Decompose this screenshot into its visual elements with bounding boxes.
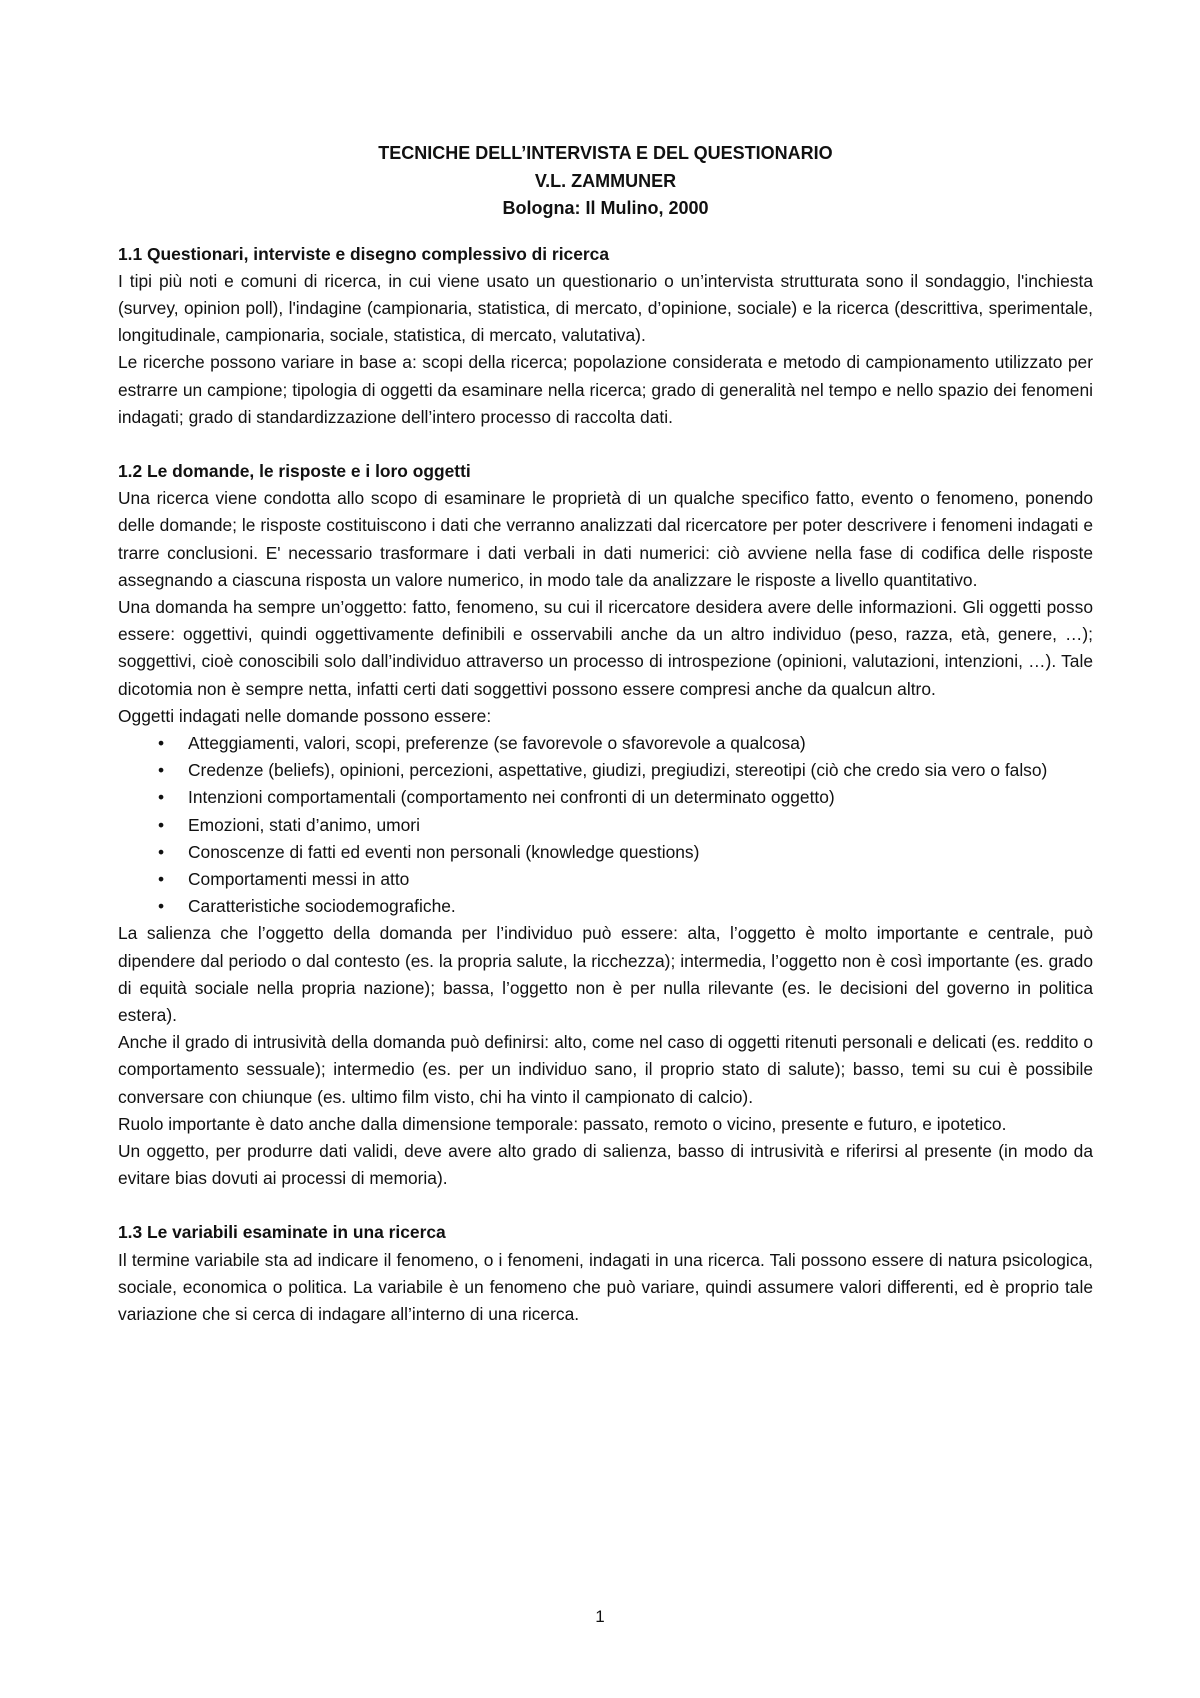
title-line-1: TECNICHE DELL’INTERVISTA E DEL QUESTIONARIO	[378, 143, 833, 163]
section-heading: 1.2 Le domande, le risposte e i loro oggetti	[118, 460, 471, 481]
paragraph: Una ricerca viene condotta allo scopo di esaminare le proprietà di un qualche specifico fatto, evento o fenomeno, ponendo delle domande; le risposte costituiscono i dati che verranno analizzati dal ricercatore per poter descrivere i fenomeni indagati e trarre conclusioni. E' necessario trasformare i dati verbali in dati numerici: ciò avviene nella fase di codifica delle risposte assegnando a ciascuna risposta un valore numerico, in modo tale da analizzare le risposte a livello quantitativo.	[118, 488, 1093, 590]
bullet-icon: •	[158, 787, 165, 808]
list-item	[158, 784, 1093, 811]
document-title	[118, 140, 1093, 223]
page-number: 1	[595, 1607, 605, 1626]
bullet-icon: •	[158, 732, 165, 753]
bullet-icon: •	[158, 896, 165, 917]
list-item-text: Emozioni, stati d’animo, umori	[188, 814, 420, 835]
list-item	[158, 812, 1093, 839]
title-publisher: Bologna: Il Mulino, 2000	[502, 198, 709, 218]
title-author: V.L. ZAMMUNER	[534, 170, 677, 191]
paragraph: Anche il grado di intrusività della domanda può definirsi: alto, come nel caso di oggetti ritenuti personali e delicati (es. reddito o comportamento sessuale); intermedio (es. per un individuo sano, il proprio stato di salute); basso, temi su cui è possibile conversare con chiunque (es. ultimo film visto, chi ha vinto il campionato di calcio).	[118, 1032, 1093, 1107]
paragraph: I tipi più noti e comuni di ricerca, in cui viene usato un questionario o un’intervista strutturata sono il sondaggio, l'inchiesta (survey, opinion poll), l'indagine (campionaria, statistica, di mercato, d’opinione, sociale) e la ricerca (descrittiva, sperimentale, longitudinale, campionaria, sociale, statistica, di mercato, valutativa).	[118, 270, 1093, 346]
list-item-text: Caratteristiche sociodemografiche.	[188, 896, 456, 917]
paragraph: Una domanda ha sempre un’oggetto: fatto, fenomeno, su cui il ricercatore desidera avere delle informazioni. Gli oggetti posso essere: oggettivi, quindi oggettivamente definibili e osservabili anche da un altro individuo (peso, razza, età, genere, …); soggettivi, cioè conoscibili solo dall’individuo attraverso un processo di introspezione (opinioni, valutazioni, intenzioni, …). Tale dicotomia non è sempre netta, infatti certi dati soggettivi possono essere compresi anche da qualcun altro.	[118, 596, 1093, 699]
list-item	[158, 730, 1093, 757]
list-item-text: Credenze (beliefs), opinioni, percezioni, aspettative, giudizi, pregiudizi, stereotipi (ciò che credo sia vero o falso)	[188, 760, 1048, 781]
list-item-text: Atteggiamenti, valori, scopi, preferenze (se favorevole o sfavorevole a qualcosa)	[188, 732, 806, 753]
paragraph: Un oggetto, per produrre dati validi, deve avere alto grado di salienza, basso di intrusività e riferirsi al presente (in modo da evitare bias dovuti ai processi di memoria).	[118, 1141, 1093, 1189]
list-item-text: Intenzioni comportamentali (comportamento nei confronti di un determinato oggetto)	[188, 787, 835, 808]
list-item	[158, 839, 1093, 866]
paragraph: Le ricerche possono variare in base a: scopi della ricerca; popolazione considerata e metodo di campionamento utilizzato per estrarre un campione; tipologia di oggetti da esaminare nella ricerca; grado di generalità nel tempo e nello spazio dei fenomeni indagati; grado di standardizzazione dell’intero processo di raccolta dati.	[118, 352, 1093, 427]
list-item	[158, 866, 1093, 893]
section-1-1	[118, 241, 1093, 431]
list-item-text: Comportamenti messi in atto	[188, 868, 410, 889]
list-item	[158, 893, 1093, 920]
paragraph: Ruolo importante è dato anche dalla dimensione temporale: passato, remoto o vicino, presente e futuro, e ipotetico.	[118, 1113, 1007, 1134]
bullet-icon: •	[158, 814, 165, 835]
section-heading: 1.1 Questionari, interviste e disegno complessivo di ricerca	[118, 243, 609, 264]
section-heading: 1.3 Le variabili esaminate in una ricerca	[118, 1222, 446, 1243]
bullet-icon: •	[158, 760, 165, 781]
paragraph: Il termine variabile sta ad indicare il fenomeno, o i fenomeni, indagati in una ricerca. Tali possono essere di natura psicologica, sociale, economica o politica. La variabile è un fenomeno che può variare, quindi assumere valori differenti, ed è proprio tale variazione che si cerca di indagare all’interno di una ricerca.	[118, 1249, 1093, 1325]
list-item-text: Conoscenze di fatti ed eventi non personali (knowledge questions)	[188, 841, 700, 862]
section-1-2	[118, 458, 1093, 1192]
list-item	[158, 757, 1093, 784]
paragraph: Oggetti indagati nelle domande possono essere:	[118, 705, 492, 726]
bullet-icon: •	[158, 841, 165, 862]
bullet-list	[118, 730, 1093, 920]
document-page	[118, 140, 1093, 1328]
section-1-3	[118, 1219, 1093, 1328]
bullet-icon: •	[158, 868, 165, 889]
paragraph: La salienza che l’oggetto della domanda per l’individuo può essere: alta, l’oggetto è molto importante e centrale, può dipendere dal periodo o dal contesto (es. la propria salute, la ricchezza); intermedia, l’oggetto non è così importante (es. grado di equità sociale nella propria nazione); bassa, l’oggetto non è per nulla rilevante (es. le decisioni del governo in politica estera).	[118, 923, 1093, 1025]
